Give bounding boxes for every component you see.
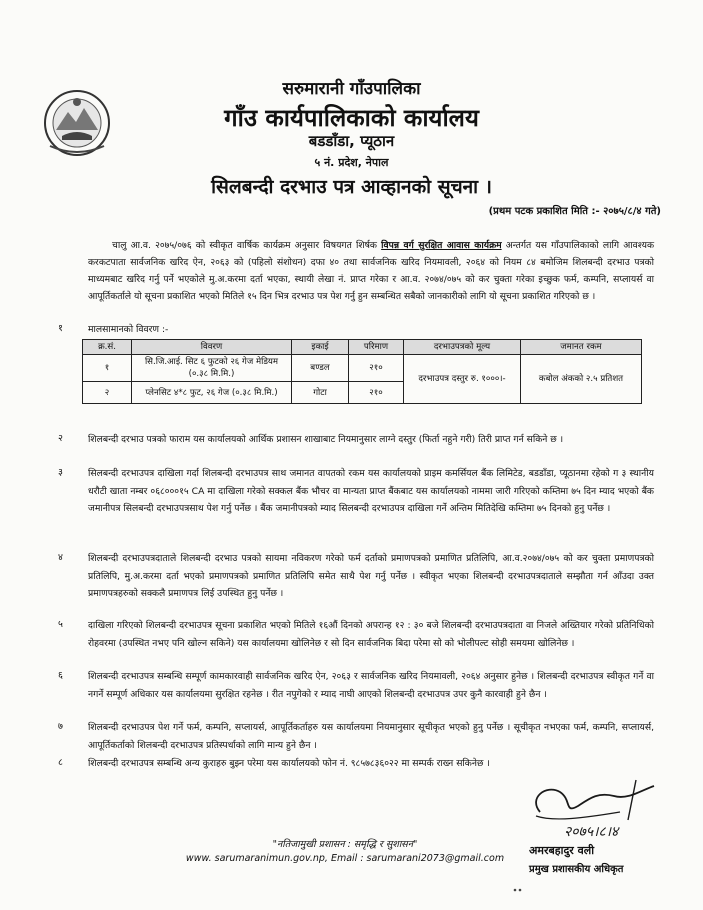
col-security: जमानत रकम — [521, 340, 642, 355]
intro-after: अन्तर्गत यस गाँउपालिकाको लागि आवश्यक करकटपाता सार्वजनिक खरिद ऐन, २०६३ को (पहिलो संशोधन) दफा ४० तथा सार्वजनिक खरिद नियमावली, २०६४ को नियम ८४ बमोजिम शिलबन्दी दरभाउ पत्रको माध्यमबाट खरिद गर्नु पर्ने भएकोले मु.अ.करमा दर्ता भएका, स्थायी लेखा नं. प्राप्त गरेका र आ.व. २०७४/०७५ को कर चुक्ता गरेका इच्छुक फर्म, कम्पनि, सप्लायर्स वा आपूर्तिकर्ताले यो सूचना प्रकाशित भएको मितिले १५ दिन भित्र दरभाउ पत्र पेश गर्नु हुन सम्बन्धित सबैको जानकारीको लागि यो सूचना प्रकाशित गरिएको छ । — [88, 240, 655, 302]
cell-sn: १ — [83, 355, 132, 382]
col-price: दरभाउपत्रको मूल्य — [404, 340, 521, 355]
item-number: २ — [58, 433, 63, 444]
item-text: शिलबन्दी दरभाउपत्र सम्बन्धि अन्य कुराहरु बुझ्न परेमा यस कार्यालयको फोन नं. ९८५७८३६०२२ मा सम्पर्क राख्न सकिनेछ । — [88, 758, 490, 769]
signatory-name: अमरबहादुर वली — [529, 844, 595, 857]
item-text: सिलबन्दी दरभाउपत्र दाखिला गर्दा शिलबन्दी दरभाउपत्र साथ जमानत वापतको रकम यस कार्यालयको प्राइम कमर्सियल बैंक लिमिटेड, बडडाँडा, प्यूठानमा रहेको ग ३ स्थानीय धरौटी खाता नम्बर ०६८०००१५ CA मा दाखिला गरेको सक्कल बैंक भौचर वा मान्यता प्राप्त बैंकबाट यस कार्यालयको नाममा जारी गरिएको कम्तिमा ७५ दिन म्याद भएको बैंक जमानीपत्र सिलबन्दी दरभाउपत्रसाथ पेश गर्नु पर्नेछ । बैंक जमानीपत्रको म्याद सिलबन्दी दरभाउपत्र दाखिला गर्ने अन्तिम मितिदेखि कम्तिमा ७५ दिनको हुनु पर्नेछ । — [88, 468, 654, 514]
ink-mark — [512, 888, 526, 892]
col-desc: विवरण — [132, 340, 292, 355]
item-number: ४ — [58, 552, 63, 563]
footer-contact: www. sarumaranimun.gov.np, Email : sarumarani2073@gmail.com — [185, 853, 505, 864]
item-text: शिलबन्दी दरभाउ पत्रको फाराम यस कार्यालयको आर्थिक प्रशासन शाखाबाट नियमानुसार लाग्ने दस्तुर (फिर्ता नहुने गरी) तिरी प्राप्त गर्न सकिने छ । — [88, 434, 564, 445]
item-number: ३ — [58, 467, 63, 478]
col-unit: इकाई — [292, 340, 349, 355]
item-number: ७ — [58, 721, 63, 732]
cell-qty: २१० — [349, 355, 404, 382]
col-qty: परिमाण — [349, 340, 404, 355]
item-number: ५ — [58, 619, 63, 630]
item-text: शिलबन्दी दरभाउपत्रदाताले शिलबन्दी दरभाउ पत्रको सायमा नविकरण गरेको फर्म दर्ताको प्रमाणपत्रको प्रमाणित प्रतिलिपि, आ.व.२०७४/०७५ को कर चुक्ता प्रमाणपत्रको प्रतिलिपि, मु.अ.करमा दर्ता भएको प्रमाणपत्रको प्रमाणित प्रतिलिपि समेत साथै पेश गर्नु पर्नेछ । स्वीकृत भएका शिलबन्दी दरभाउपत्रदाताले सम्झौता गर्न आँउदा उक्त प्रमाणपत्रहरुको सक्कलै प्रमाणपत्र लिई उपस्थित हुनु पर्नेछ । — [88, 553, 654, 599]
signature-date: २०७५।८।४ — [564, 824, 619, 840]
signatory-title: प्रमुख प्रशासकीय अधिकृत — [529, 864, 624, 875]
office-address: बडडाँडा, प्यूठान — [308, 132, 395, 150]
cell-desc: प्लेनसिट ४*८ फुट, २६ गेज (०.३८ मि.मि.) — [132, 382, 292, 404]
cell-sn: २ — [83, 382, 132, 404]
cell-price: दरभाउपत्र दस्तुर रु. १०००।- — [404, 355, 521, 404]
municipality-name: सरुमारानी गाँउपालिका — [282, 79, 421, 99]
item-number: १ — [58, 323, 63, 334]
item-text: शिलबन्दी दरभाउपत्र पेश गर्ने फर्म, कम्पनि, सप्लायर्स, आपूर्तिकर्ताहरु यस कार्यालयमा नियमानुसार सूचीकृत भएको हुनु पर्नेछ । सूचीकृत नभएका फर्म, कम्पनि, सप्लायर्स, आपूर्तिकर्ताको शिलबन्दी दरभाउपत्र प्रतिस्पर्धाको लागि मान्य हुने छैन । — [88, 722, 654, 751]
signature-image — [524, 776, 674, 842]
item-number: ८ — [58, 757, 63, 768]
publication-date: (प्रथम पटक प्रकाशित मिति :- २०७५/८/४ गते) — [488, 206, 661, 217]
item-number: ६ — [58, 670, 63, 681]
table-row — [83, 355, 642, 382]
program-name: विपन्न वर्ग सुरक्षित आवास कार्यक्रम — [381, 240, 502, 251]
table-header-row — [83, 340, 642, 355]
cell-unit: गोटा — [292, 382, 349, 404]
cell-unit: बण्डल — [292, 355, 349, 382]
province: ५ नं. प्रदेश, नेपाल — [314, 156, 389, 169]
goods-table — [82, 339, 642, 404]
footer-motto: "नतिजामुखी प्रशासन : समृद्धि र सुशासन" — [272, 839, 418, 850]
cell-desc: सि.जि.आई. सिट ६ फुटको २६ गेज मेडियम (०.३८ मि.मि.) — [132, 355, 292, 382]
cell-security: कबोल अंकको २.५ प्रतिशत — [521, 355, 642, 404]
item-text: शिलबन्दी दरभाउपत्र सम्बन्धि सम्पूर्ण कामकारवाही सार्वजनिक खरिद ऐन, २०६३ र सार्वजनिक खरिद नियमावली, २०६४ अनुसार हुनेछ । शिलबन्दी दरभाउपत्र स्वीकृत गर्ने वा नगर्ने सम्पूर्ण अधिकार यस कार्यालयमा सुरक्षित रहनेछ । रीत नपुगेको र म्याद नाघी आएको शिलबन्दी दरभाउपत्र उपर कुनै कारवाही हुने छैन । — [88, 671, 654, 700]
col-sn: क्र.सं. — [83, 340, 132, 355]
item-text: दाखिला गरिएको शिलबन्दी दरभाउपत्र सूचना प्रकाशित भएको मितिले १६औं दिनको अपरान्ह १२ : ३० बजे शिलबन्दी दरभाउपत्रदाता वा निजले अख्तियार गरेको प्रतिनिधिको रोहवरमा (उपस्थित नभए पनि खोल्न सकिने) यस कार्यालयमा खोलिनेछ र सो दिन सार्वजनिक बिदा परेमा सो को भोलीपल्ट सोही समयमा खोलिनेछ । — [88, 620, 654, 649]
cell-qty: २१० — [349, 382, 404, 404]
notice-title: सिलबन्दी दरभाउ पत्र आव्हानको सूचना । — [211, 176, 492, 198]
intro-paragraph — [88, 237, 654, 305]
item-text: मालसामानको विवरण :- — [88, 324, 169, 335]
office-name: गाँउ कार्यपालिकाको कार्यालय — [224, 104, 479, 132]
intro-before: चालु आ.व. २०७५/०७६ को स्वीकृत वार्षिक कार्यक्रम अनुसार विषयगत शिर्षक — [112, 240, 382, 251]
